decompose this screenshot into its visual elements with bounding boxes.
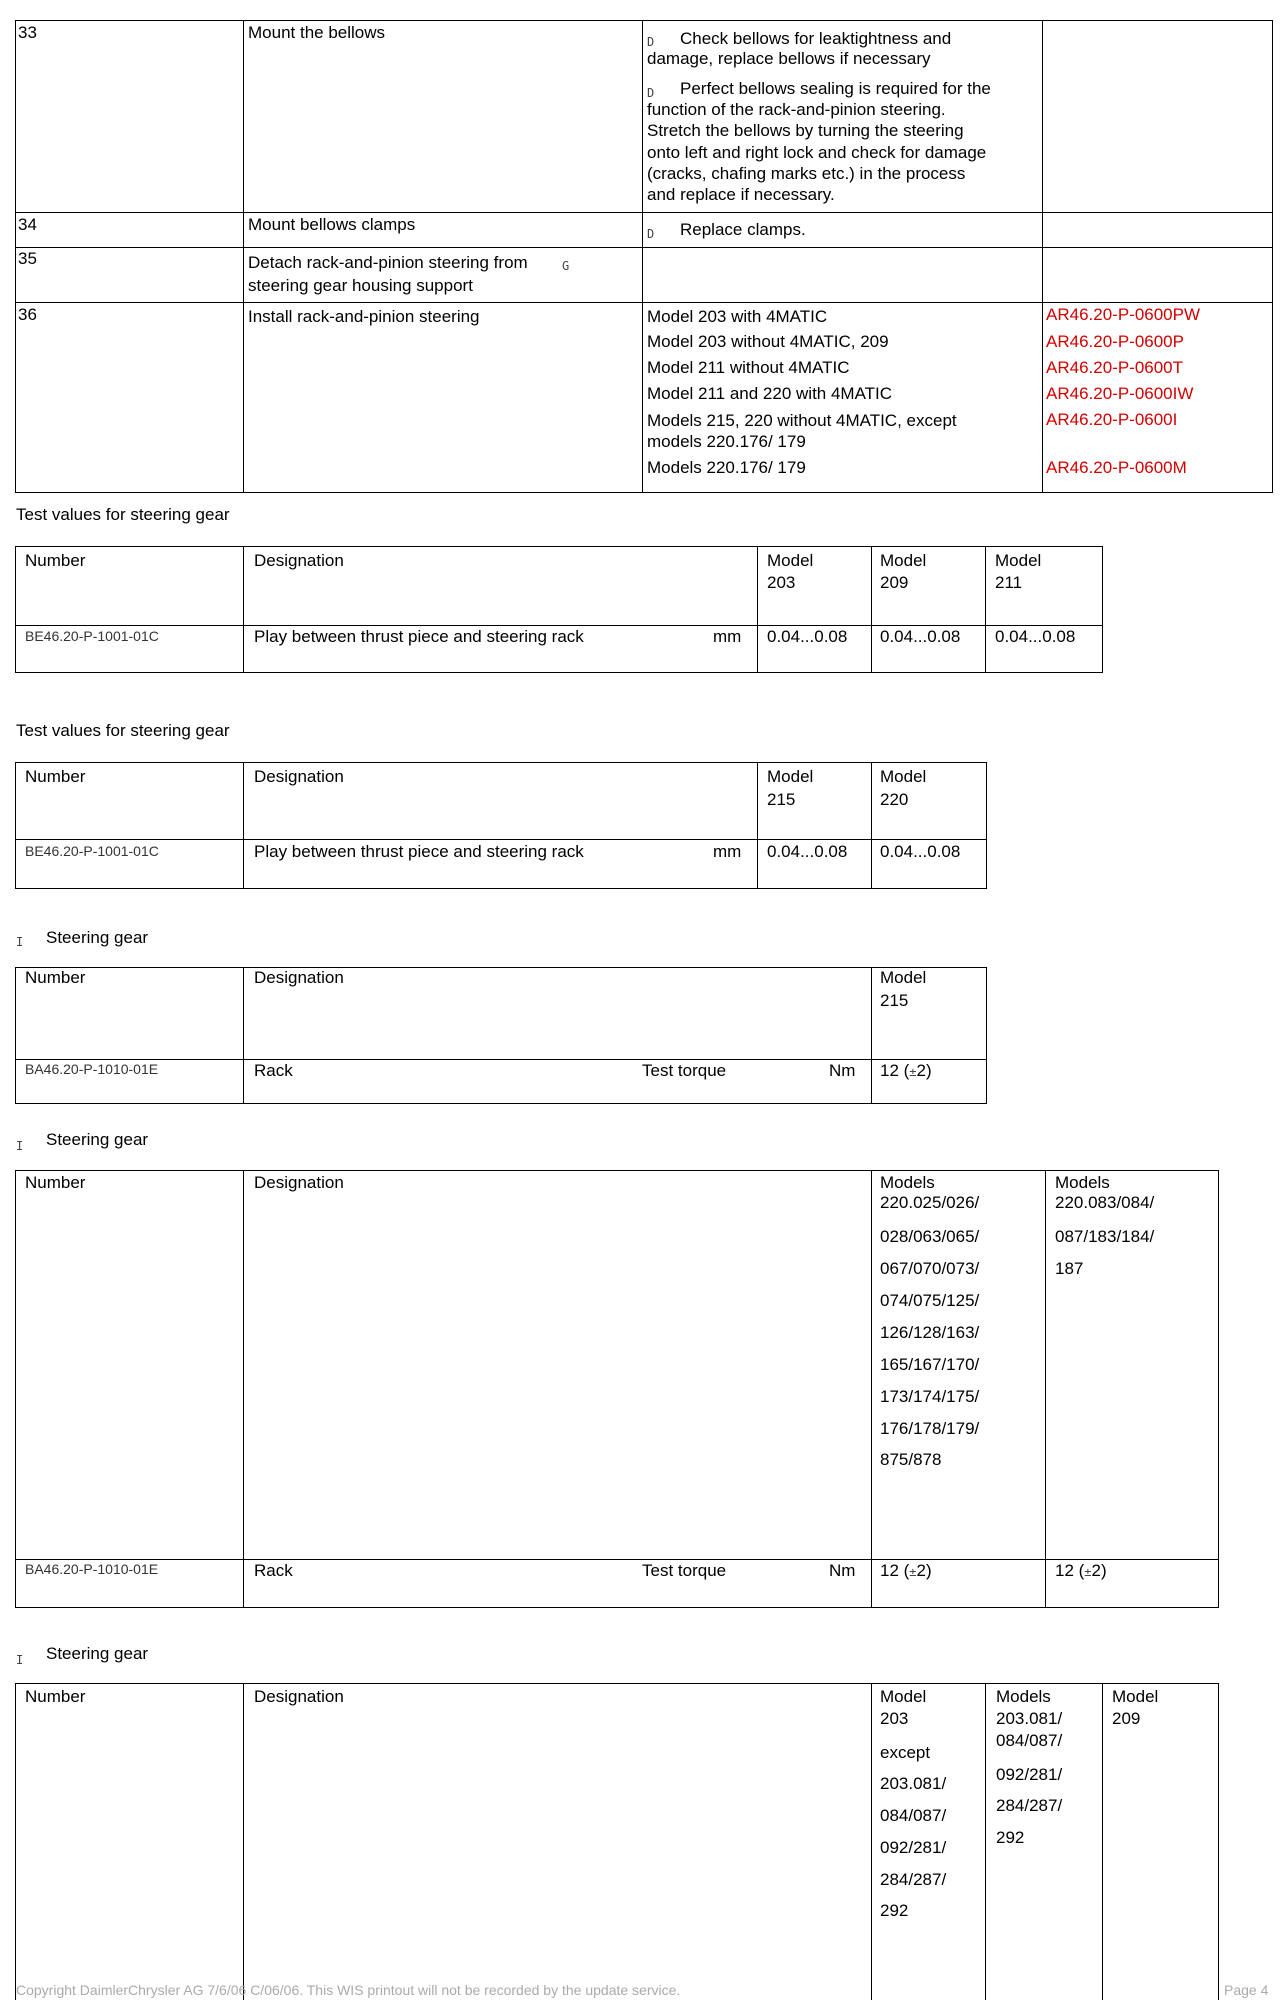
divider [1045, 1170, 1046, 1608]
model-header: 203 [767, 573, 796, 592]
torque-table [15, 1170, 1219, 1608]
unit: mm [713, 842, 742, 861]
model-header: Model [880, 551, 927, 570]
divider [243, 1683, 244, 2000]
divider [871, 1170, 872, 1608]
ref-condition: Model 203 without 4MATIC, 209 [647, 332, 889, 351]
bullet-icon: D [647, 86, 655, 100]
model-header: 203.081/ [880, 1774, 947, 1793]
column-header: Designation [254, 1173, 344, 1192]
step-note-line: (cracks, chafing marks etc.) in the process [647, 164, 966, 183]
test-number: BE46.20-P-1001-01C [25, 843, 159, 859]
column-header: Number [25, 1173, 86, 1192]
model-header: except [880, 1743, 931, 1762]
ref-condition: models 220.176/ 179 [647, 432, 806, 451]
step-note-line: and replace if necessary. [647, 185, 835, 204]
model-header: Model [767, 767, 814, 786]
copyright-footer: Copyright DaimlerChrysler AG 7/6/06 C/06/06. This WIS printout will not be recorded by the update service. [16, 1982, 681, 1998]
bullet-icon: D [647, 227, 655, 241]
step-action: Install rack-and-pinion steering [248, 307, 480, 326]
model-header: 092/281/ [996, 1765, 1063, 1784]
divider [985, 1683, 986, 2000]
model-header: 074/075/125/ [880, 1291, 980, 1310]
divider [757, 762, 758, 889]
divider [871, 1683, 872, 2000]
ref-condition: Models 215, 220 without 4MATIC, except [647, 411, 957, 430]
divider [15, 1059, 987, 1060]
model-header: 220.025/026/ [880, 1193, 980, 1212]
torque-value: 12 (±2) [1055, 1561, 1107, 1580]
step-number: 35 [18, 249, 37, 268]
section-caption: Steering gear [46, 1644, 149, 1663]
model-header: Model [767, 551, 814, 570]
model-header: Models [996, 1687, 1051, 1706]
model-header: Model [1112, 1687, 1159, 1706]
test-values-table [15, 546, 1103, 673]
divider [15, 625, 1103, 626]
ref-condition: Model 203 with 4MATIC [647, 307, 828, 326]
model-header: 087/183/184/ [1055, 1227, 1155, 1246]
model-header: Models [880, 1173, 935, 1192]
step-note-line: onto left and right lock and check for damage [647, 143, 987, 162]
step-note-line: Check bellows for leaktightness and [680, 29, 952, 48]
glyph-icon: G [562, 259, 570, 273]
bullet-icon: D [647, 35, 655, 49]
column-header: Number [25, 968, 86, 987]
model-header: 220.083/084/ [1055, 1193, 1155, 1212]
section-caption: Steering gear [46, 1130, 149, 1149]
unit: Nm [829, 1561, 856, 1580]
model-header: 092/281/ [880, 1838, 947, 1857]
column-header: Number [25, 767, 86, 786]
test-value: 0.04...0.08 [767, 627, 848, 646]
model-header: 220 [880, 790, 909, 809]
ref-condition: Models 220.176/ 179 [647, 458, 806, 477]
column-header: Designation [254, 767, 344, 786]
section-caption: Test values for steering gear [16, 721, 230, 740]
model-header: 215 [767, 790, 796, 809]
torque-value: 12 (±2) [880, 1061, 932, 1080]
divider [1042, 20, 1043, 493]
divider [243, 967, 244, 1104]
info-icon: I [16, 935, 24, 949]
column-header: Number [25, 1687, 86, 1706]
ref-condition: Model 211 without 4MATIC [647, 358, 850, 377]
test-designation: Play between thrust piece and steering rack [254, 842, 584, 861]
step-action: Detach rack-and-pinion steering from [248, 253, 528, 272]
divider [757, 546, 758, 673]
model-header: Model [995, 551, 1042, 570]
divider [642, 20, 643, 493]
divider [243, 20, 244, 493]
model-header: 126/128/163/ [880, 1323, 980, 1342]
ref-link[interactable]: AR46.20-P-0600M [1046, 458, 1187, 477]
column-header: Designation [254, 551, 344, 570]
model-header: 292 [996, 1828, 1025, 1847]
test-designation: Play between thrust piece and steering rack [254, 627, 584, 646]
divider [243, 546, 244, 673]
divider [985, 546, 986, 673]
ref-link[interactable]: AR46.20-P-0600T [1046, 358, 1184, 377]
model-header: 176/178/179/ [880, 1419, 980, 1438]
test-designation: Rack [254, 1561, 293, 1580]
model-header: 875/878 [880, 1450, 942, 1469]
step-action: Mount the bellows [248, 23, 386, 42]
step-number: 34 [18, 215, 37, 234]
model-header: 028/063/065/ [880, 1227, 980, 1246]
step-number: 36 [18, 305, 37, 324]
unit: mm [713, 627, 742, 646]
model-header: Model [880, 968, 927, 987]
model-header: 173/174/175/ [880, 1387, 980, 1406]
unit: Nm [829, 1061, 856, 1080]
section-caption: Test values for steering gear [16, 505, 230, 524]
plus-minus-icon: ± [909, 1065, 917, 1079]
model-header: 203.081/ [996, 1709, 1063, 1728]
column-header: Designation [254, 968, 344, 987]
model-header: 203 [880, 1709, 909, 1728]
model-header: 187 [1055, 1259, 1084, 1278]
test-value: 0.04...0.08 [995, 627, 1076, 646]
model-header: Model [880, 767, 927, 786]
step-note-line: Replace clamps. [680, 220, 806, 239]
step-note-line: function of the rack-and-pinion steering. [647, 100, 946, 119]
column-header: Designation [254, 1687, 344, 1706]
model-header: 211 [995, 573, 1023, 592]
step-note-line: Perfect bellows sealing is required for the [680, 79, 991, 98]
model-header: 084/087/ [996, 1731, 1063, 1750]
plus-minus-icon: ± [1084, 1565, 1092, 1579]
ref-link[interactable]: AR46.20-P-0600I [1046, 410, 1178, 429]
step-action: Mount bellows clamps [248, 215, 416, 234]
info-icon: I [16, 1139, 24, 1153]
step-number: 33 [18, 23, 37, 42]
test-value: 0.04...0.08 [767, 842, 848, 861]
divider [15, 839, 987, 840]
divider [871, 546, 872, 673]
divider [243, 762, 244, 889]
model-header: 084/087/ [880, 1806, 947, 1825]
ref-link[interactable]: AR46.20-P-0600IW [1046, 384, 1194, 403]
divider [1102, 1683, 1103, 2000]
ref-condition: Model 211 and 220 with 4MATIC [647, 384, 893, 403]
model-header: 209 [1112, 1709, 1141, 1728]
step-action: steering gear housing support [248, 276, 473, 295]
test-value: 0.04...0.08 [880, 842, 961, 861]
model-header: 165/167/170/ [880, 1355, 980, 1374]
model-header: 292 [880, 1901, 909, 1920]
step-note-line: damage, replace bellows if necessary [647, 49, 931, 68]
torque-label: Test torque [642, 1061, 727, 1080]
model-header: 215 [880, 991, 909, 1010]
plus-minus-icon: ± [909, 1565, 917, 1579]
divider [15, 212, 1273, 213]
test-number: BA46.20-P-1010-01E [25, 1061, 159, 1077]
model-header: 209 [880, 573, 909, 592]
divider [15, 247, 1273, 248]
torque-label: Test torque [642, 1561, 727, 1580]
model-header: 284/287/ [880, 1870, 947, 1889]
ref-link[interactable]: AR46.20-P-0600P [1046, 332, 1184, 351]
torque-value: 12 (±2) [880, 1561, 932, 1580]
test-designation: Rack [254, 1061, 293, 1080]
model-header: Model [880, 1687, 927, 1706]
section-caption: Steering gear [46, 928, 149, 947]
column-header: Number [25, 551, 86, 570]
page-number: Page 4 [1224, 1982, 1269, 1998]
model-header: 067/070/073/ [880, 1259, 980, 1278]
test-values-table [15, 762, 987, 889]
divider [15, 302, 1273, 303]
model-header: 284/287/ [996, 1796, 1063, 1815]
model-header: Models [1055, 1173, 1110, 1192]
info-icon: I [16, 1653, 24, 1667]
test-number: BE46.20-P-1001-01C [25, 628, 159, 644]
test-value: 0.04...0.08 [880, 627, 961, 646]
torque-table [15, 967, 987, 1104]
divider [15, 1559, 1219, 1560]
ref-link[interactable]: AR46.20-P-0600PW [1046, 305, 1201, 324]
test-number: BA46.20-P-1010-01E [25, 1561, 159, 1577]
step-note-line: Stretch the bellows by turning the steering [647, 121, 964, 140]
divider [871, 762, 872, 889]
divider [243, 1170, 244, 1608]
divider [871, 967, 872, 1104]
